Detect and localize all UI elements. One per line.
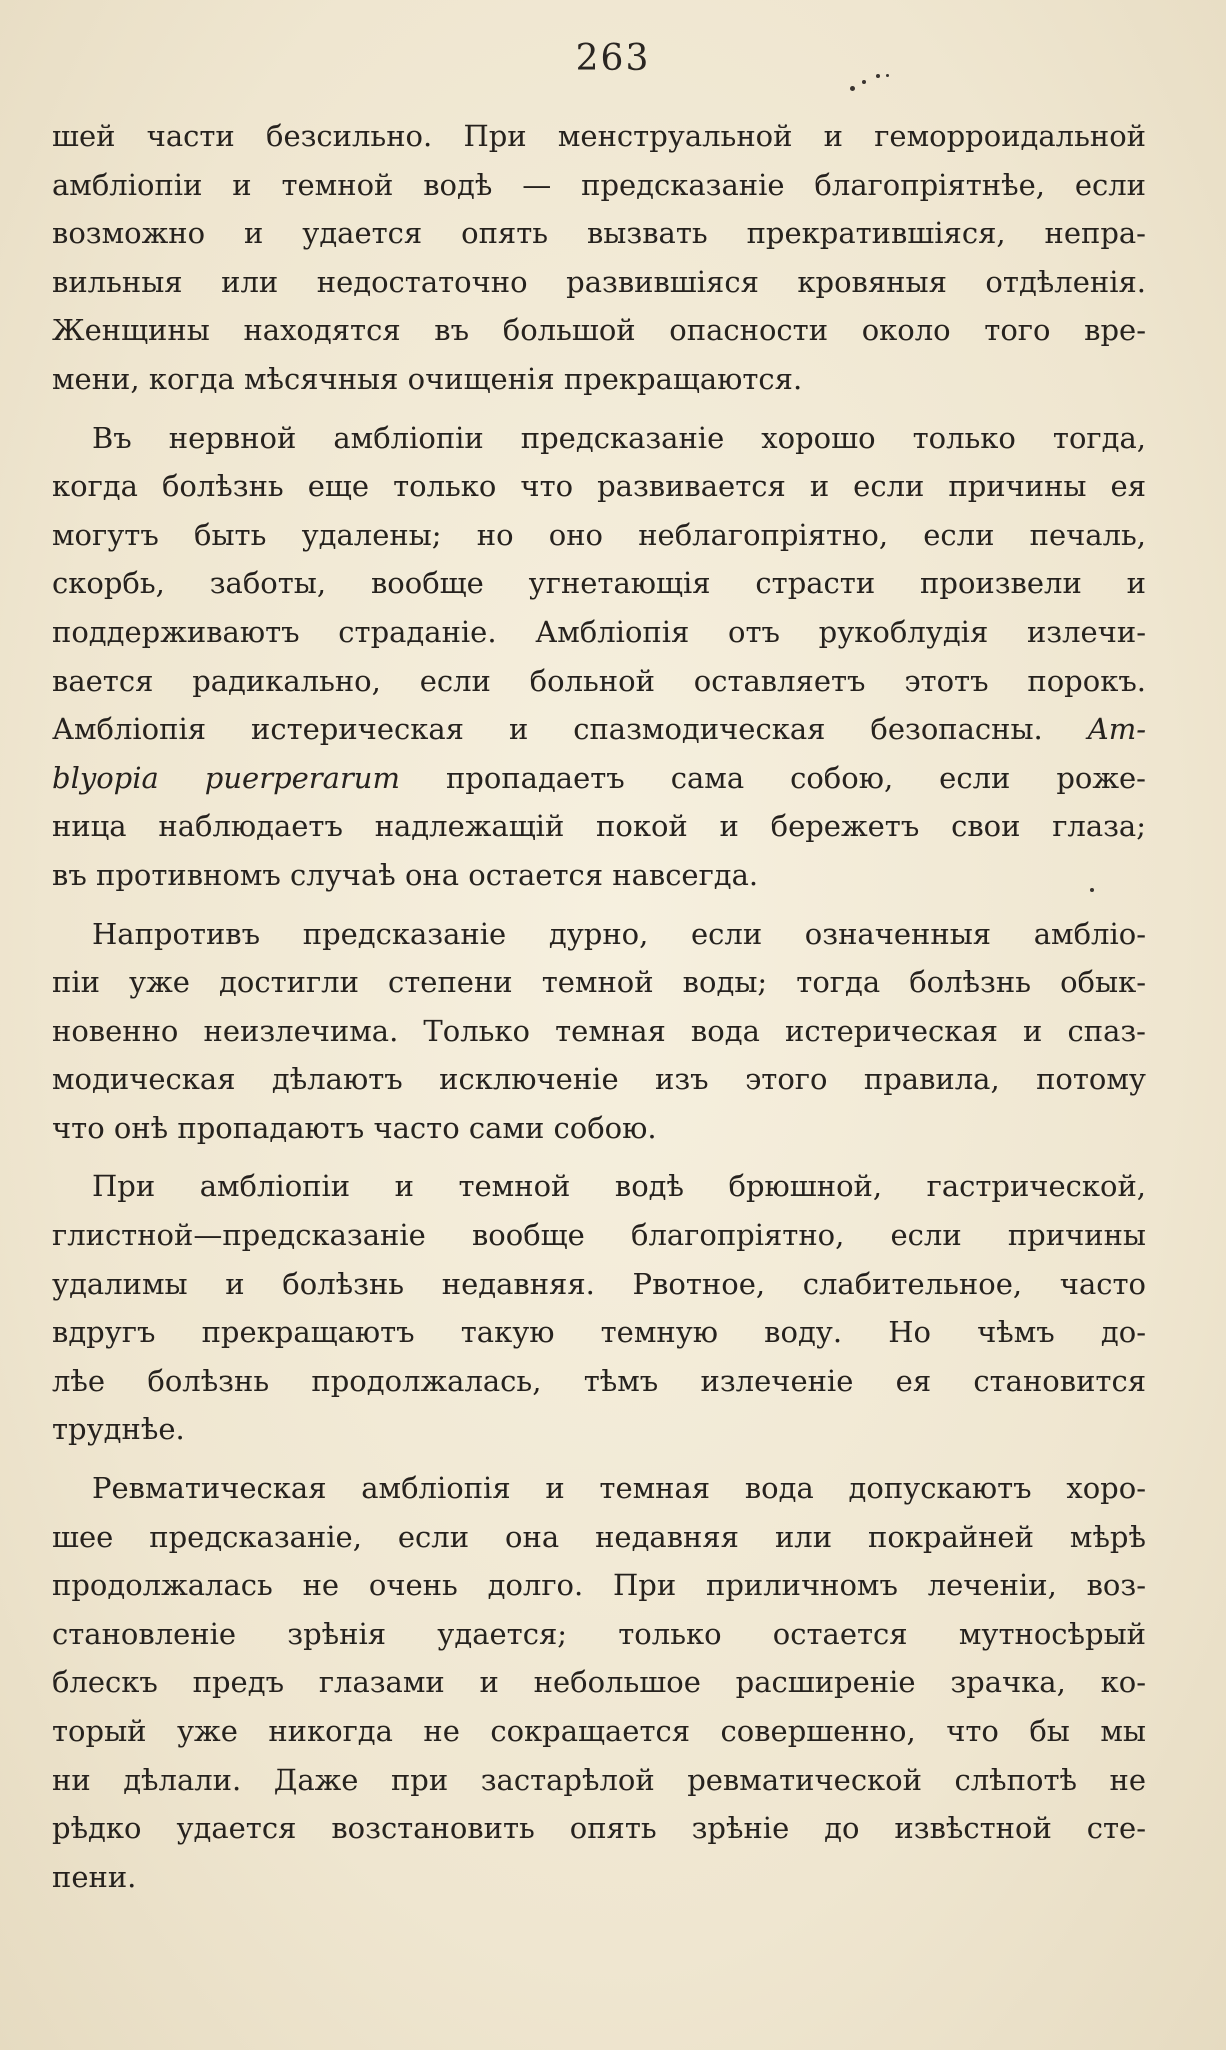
text-line: глистной—предсказаніе вообще благопріятно, если причины bbox=[52, 1218, 1146, 1253]
text-line: удалимы и болѣзнь недавняя. Рвотное, слабительное, часто bbox=[52, 1266, 1146, 1301]
ink-speck bbox=[886, 74, 889, 77]
text-line: становленіе зрѣнія удается; только остается мутносѣрый bbox=[52, 1616, 1146, 1651]
text-line: рѣдко удается возстановить опять зрѣніе до извѣстной сте- bbox=[52, 1811, 1146, 1846]
text-line: въ противномъ случаѣ она остается навсегда. bbox=[52, 857, 759, 892]
text-line: блескъ предъ глазами и небольшое расширеніе зрачка, ко- bbox=[52, 1665, 1146, 1700]
body-text bbox=[52, 112, 1146, 1901]
latin-term: blyopia puerperarum bbox=[52, 760, 400, 795]
text-line: шее предсказаніе, если она недавняя или покрайней мѣрѣ bbox=[52, 1519, 1146, 1554]
ink-speck bbox=[876, 74, 880, 78]
text-line: Женщины находятся въ большой опасности около того вре- bbox=[52, 313, 1146, 348]
text-line: blyopia puerperarum пропадаетъ сама собою, если роже- bbox=[52, 760, 1146, 795]
text-line: шей части безсильно. При менструальной и геморроидальной bbox=[52, 119, 1146, 153]
latin-term: Am- bbox=[1087, 712, 1146, 747]
text-line: піи уже достигли степени темной воды; тогда болѣзнь обык- bbox=[52, 965, 1146, 1000]
text-line: модическая дѣлаютъ исключеніе изъ этого правила, потому bbox=[52, 1062, 1146, 1097]
text-line: Въ нервной амбліопіи предсказаніе хорошо только тогда, bbox=[92, 420, 1146, 455]
text-line: лѣе болѣзнь продолжалась, тѣмъ излеченіе ея становится bbox=[52, 1363, 1146, 1398]
text-line: Амбліопія истерическая и спазмодическая безопасны. Am- bbox=[52, 712, 1146, 747]
text-line: скорбь, заботы, вообще угнетающія страсти произвели и bbox=[52, 566, 1146, 601]
text-line: труднѣе. bbox=[52, 1412, 185, 1447]
text-line: амбліопіи и темной водѣ — предсказаніе благопріятнѣе, если bbox=[52, 167, 1146, 202]
text-line: новенно неизлечима. Только темная вода истерическая и спаз- bbox=[52, 1013, 1146, 1048]
text-line: вдругъ прекращаютъ такую темную воду. Но чѣмъ до- bbox=[52, 1315, 1146, 1350]
text-line: когда болѣзнь еще только что развивается и если причины ея bbox=[52, 469, 1146, 504]
text-line: торый уже никогда не сокращается совершенно, что бы мы bbox=[52, 1714, 1146, 1748]
text-line: пени. bbox=[52, 1859, 137, 1894]
paragraph-3 bbox=[52, 910, 1146, 1153]
paragraph-5 bbox=[52, 1464, 1146, 1901]
paragraph-1 bbox=[52, 112, 1146, 404]
paragraph-2 bbox=[52, 414, 1146, 900]
text-line: возможно и удается опять вызвать прекратившіяся, непра- bbox=[52, 216, 1146, 251]
text-line: мени, когда мѣсячныя очищенія прекращаются. bbox=[52, 361, 803, 396]
text-line: что онѣ пропадаютъ часто сами собою. bbox=[52, 1110, 657, 1145]
text-line: могутъ быть удалены; но оно неблагопріятно, если печаль, bbox=[52, 517, 1146, 552]
text-line: ница наблюдаетъ надлежащій покой и бережетъ свои глаза; bbox=[52, 809, 1146, 844]
text-line: продолжалась не очень долго. При приличномъ леченіи, воз- bbox=[52, 1568, 1146, 1603]
text-line: ни дѣлали. Даже при застарѣлой ревматической слѣпотѣ не bbox=[52, 1762, 1146, 1797]
text-line: Напротивъ предсказаніе дурно, если означенныя амбліо- bbox=[92, 916, 1146, 951]
ink-speck bbox=[850, 86, 855, 91]
text-line: вается радикально, если больной оставляетъ этотъ порокъ. bbox=[52, 663, 1146, 698]
text-line: поддерживаютъ страданіе. Амбліопія отъ рукоблудія излечи- bbox=[52, 614, 1146, 649]
ink-speck bbox=[862, 80, 866, 84]
text-line: вильныя или недостаточно развившіяся кровяныя отдѣленія. bbox=[52, 264, 1146, 299]
page-number: 263 bbox=[575, 38, 651, 79]
paragraph-4 bbox=[52, 1162, 1146, 1454]
text-line: Ревматическая амбліопія и темная вода допускаютъ хоро- bbox=[92, 1471, 1146, 1506]
text-line: При амбліопіи и темной водѣ брюшной, гастрической, bbox=[92, 1169, 1146, 1204]
